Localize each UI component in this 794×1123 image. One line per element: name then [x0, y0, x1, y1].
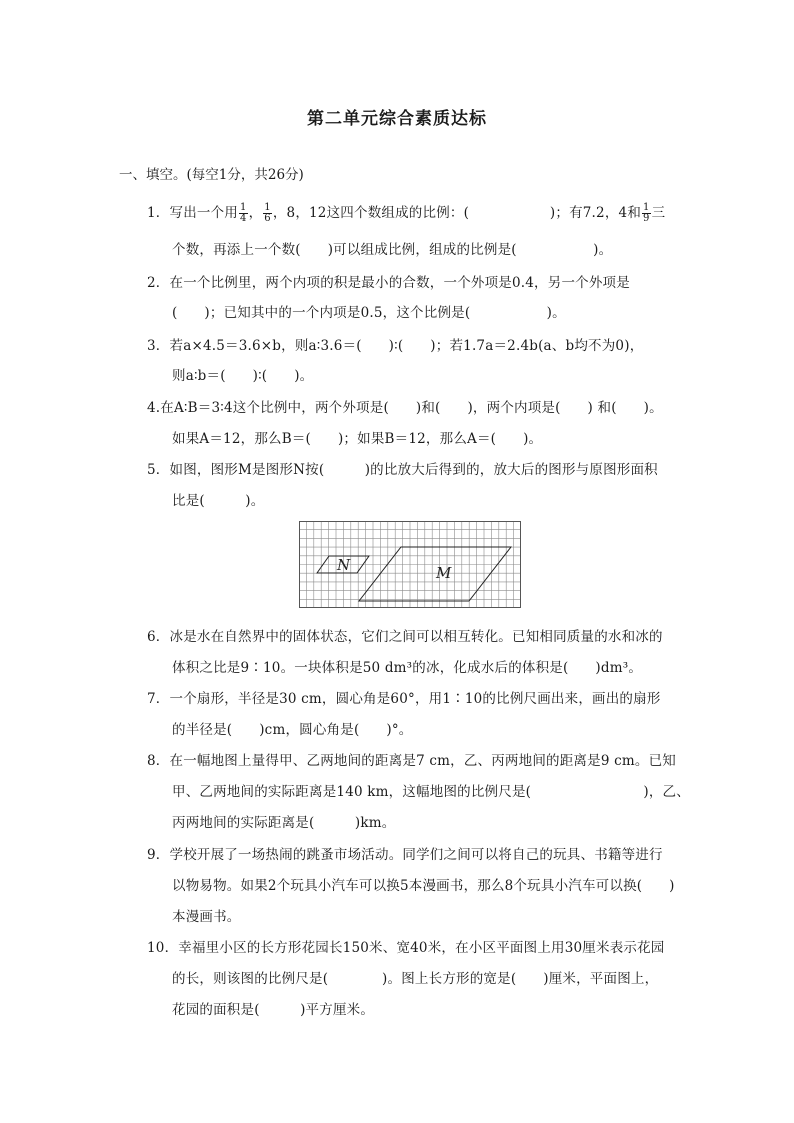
fraction-one-quarter: [239, 203, 248, 224]
question-2-line-1: 2．在一个比例里，两个内项的积是最小的合数，一个外项是0.4，另一个外项是: [147, 275, 630, 291]
fraction-numerator: 1: [643, 202, 650, 213]
q1-text-pre: 1．写出一个用: [147, 205, 238, 221]
question-8-line-2: 甲、乙两地间的实际距离是140 km，这幅地图的比例尺是( )，乙、: [172, 784, 690, 800]
fraction-numerator: 1: [240, 202, 247, 213]
q1-text-post: 三: [651, 205, 666, 221]
question-4-line-2: 如果A＝12，那么B＝( )；如果B＝12，那么A＝( )。: [172, 431, 543, 447]
page-title: 第二单元综合素质达标: [307, 109, 487, 129]
question-10-line-3: 花园的面积是( )平方厘米。: [172, 1002, 375, 1018]
question-4-line-1: 4.在A∶B＝3∶4这个比例中，两个外项是( )和( )，两个内项是( ) 和( )。: [147, 400, 663, 416]
fraction-denominator: 6: [264, 213, 271, 224]
question-10-line-1: 10．幸福里小区的长方形花园长150米、宽40米，在小区平面图上用30厘米表示花园: [147, 940, 665, 956]
question-1-line-1: [147, 201, 665, 224]
label-m: M: [436, 564, 452, 582]
grid-figure: [299, 521, 521, 608]
question-6-line-1: 6．冰是水在自然界中的固体状态，它们之间可以相互转化。已知相同质量的水和冰的: [147, 629, 663, 645]
label-n: N: [337, 556, 351, 574]
fraction-one-ninth: [642, 203, 651, 224]
grid-lines: [299, 521, 521, 608]
fraction-denominator: 9: [643, 213, 650, 224]
question-8-line-3: 丙两地间的实际距离是( )km。: [172, 815, 396, 831]
question-5-line-1: 5．如图，图形M是图形N按( )的比放大后得到的，放大后的图形与原图形面积: [147, 462, 658, 478]
fraction-one-sixth: [263, 203, 272, 224]
parallelogram-m: [359, 547, 511, 601]
fraction-denominator: 4: [240, 213, 247, 224]
fraction-numerator: 1: [264, 202, 271, 213]
scale-figure: [299, 521, 521, 608]
question-3-line-2: 则a∶b＝( )∶( )。: [172, 368, 314, 384]
question-10-line-2: 的长，则该图的比例尺是( )。图上长方形的宽是( )厘米，平面图上，: [172, 971, 659, 987]
question-8-line-1: 8．在一幅地图上量得甲、乙两地间的距离是7 cm，乙、丙两地间的距离是9 cm。已知: [147, 753, 676, 769]
question-9-line-3: 本漫画书。: [172, 909, 241, 925]
question-2-line-2: ( )；已知其中的一个内项是0.5，这个比例是( )。: [172, 305, 566, 321]
question-7-line-2: 的半径是( )cm，圆心角是( )°。: [172, 722, 413, 738]
question-5-line-2: 比是( )。: [172, 493, 265, 509]
question-7-line-1: 7．一个扇形，半径是30 cm，圆心角是60°，用1∶10的比例尺画出来，画出的扇形: [147, 691, 661, 707]
question-9-line-2: 以物易物。如果2个玩具小汽车可以换5本漫画书，那么8个玩具小汽车可以换( ): [172, 878, 675, 894]
q1-text-mid: ，8，12这四个数组成的比例：( )；有7.2，4和: [272, 205, 642, 221]
question-3-line-1: 3．若a×4.5＝3.6×b，则a∶3.6＝( )∶( )；若1.7a＝2.4b(a、b均不为0)，: [147, 338, 644, 354]
question-6-line-2: 体积之比是9∶10。一块体积是50 dm³的冰，化成水后的体积是( )dm³。: [172, 660, 643, 676]
question-9-line-1: 9．学校开展了一场热闹的跳蚤市场活动。同学们之间可以将自己的玩具、书籍等进行: [147, 847, 663, 863]
section-heading: 一、填空。(每空1分，共26分): [119, 167, 304, 183]
q1-comma: ，: [248, 205, 263, 221]
question-1-line-2: 个数，再添上一个数( )可以组成比例，组成的比例是( )。: [172, 242, 613, 258]
